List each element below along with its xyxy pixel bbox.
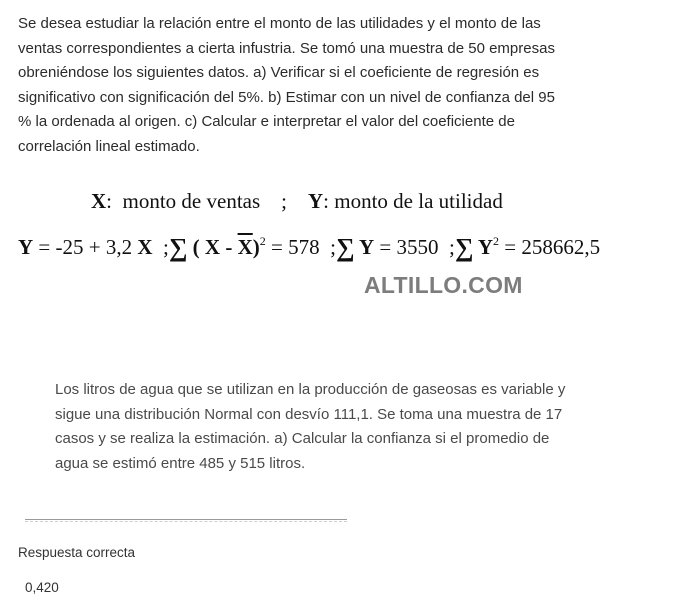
separator-line [25,519,347,520]
problem-1-line: % la ordenada al origen. c) Calcular e interpretar el valor del coeficiente de [18,113,515,131]
problem-2-line: Los litros de agua que se utilizan en la producción de gaseosas es variable y [55,381,566,398]
answer-label: Respuesta correcta [18,545,136,560]
data-formula [18,233,600,263]
sum-y2-value: = 258662,5 [499,235,601,259]
problem-1-line: ventas correspondientes a cierta infustria. Se tomó una muestra de 50 empresas [18,39,555,57]
variables-definition: X: monto de ventas ; Y: monto de la utilidad [91,189,503,213]
formula-separator: ; [330,235,336,259]
sum-symbol: ∑ [454,233,474,262]
problem-1-line: obreniéndose los siguientes datos. a) Verificar si el coeficiente de regresión es [18,64,540,82]
regression-rhs: = -25 + 3,2 [33,235,138,259]
formula-separator: ; [163,235,169,259]
y-symbol: Y [308,189,324,213]
problem-1-line: correlación lineal estimado. [18,137,200,155]
ss-close: ) [252,235,260,259]
sum-y-var: Y [354,235,375,259]
x-description: monto de ventas [122,189,261,213]
problem-2-text [55,378,655,476]
separator-line-dashed [25,521,347,522]
ss-exponent: 2 [259,234,266,248]
watermark: ALTILLO.COM [364,272,523,298]
problem-2-line: agua se estimó entre 485 y 515 litros. [55,454,306,472]
problem-2-line: casos y se realiza la estimación. a) Calcular la confianza si el promedio de [55,430,550,448]
ss-open: ( X - [192,235,238,259]
x-symbol: X [91,189,107,213]
sum-y2-var: Y [473,235,493,259]
formula-separator: ; [448,235,455,259]
answer-value: 0,420 [25,580,59,595]
problem-1-text [18,12,658,160]
sum-y-value: = 3550 [374,235,439,259]
ss-value: = 578 [265,235,320,259]
regression-x: X [137,235,153,259]
variables-separator: ; [281,189,287,213]
regression-lhs: Y [18,235,34,259]
problem-1-line: Se desea estudiar la relación entre el monto de las utilidades y el monto de las [18,15,541,32]
sum-symbol: ∑ [168,233,188,262]
y-description: monto de la utilidad [334,189,503,213]
x-bar: $\overline{X}$ [237,235,253,259]
problem-2-line: sigue una distribución Normal con desvío 111,1. Se toma una muestra de 17 [55,405,563,423]
sum-y2-exponent: 2 [493,234,499,248]
problem-1-line: significativo con significación del 5%. b) Estimar con un nivel de confianza del 95 [18,88,555,106]
sum-symbol: ∑ [335,233,355,262]
